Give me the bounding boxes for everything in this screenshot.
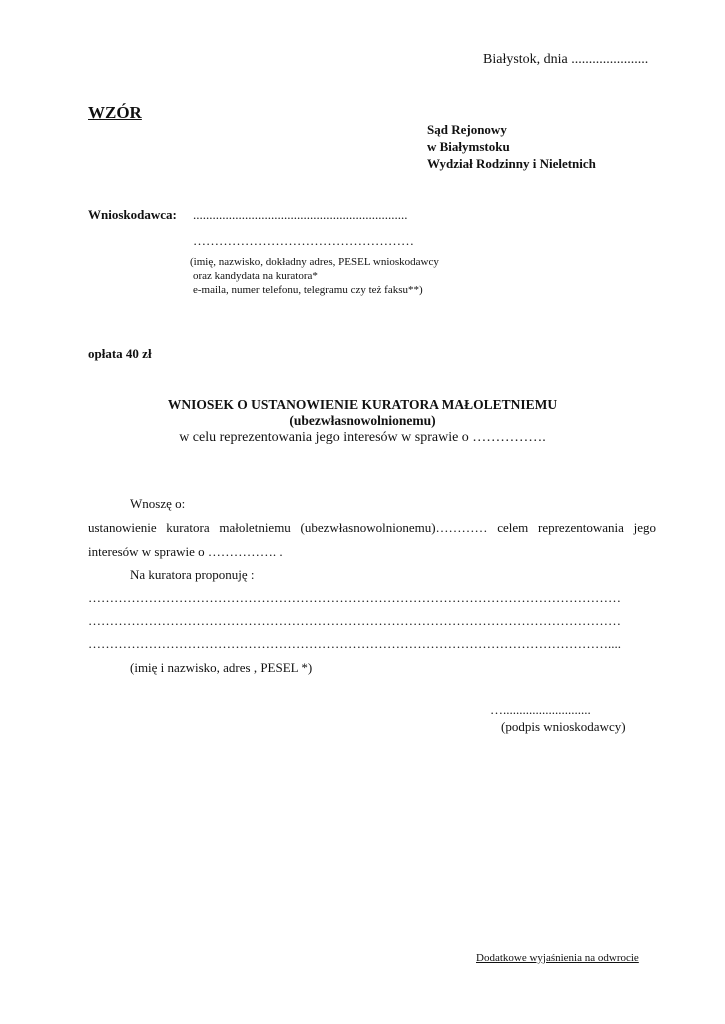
proposal-field-line-2: …………………………………………………………………………………………………………… bbox=[88, 613, 621, 628]
applicant-hint-1: (imię, nazwisko, dokładny adres, PESEL wnioskodawcy bbox=[190, 256, 439, 268]
request-intro: Wnoszę o: bbox=[130, 496, 186, 511]
proposal-field-line-3: ………………………………………………………………………………………………………….... bbox=[88, 636, 621, 651]
applicant-field-line: .................................................................. bbox=[193, 207, 408, 222]
proposal-hint: (imię i nazwisko, adres , PESEL *) bbox=[130, 660, 313, 675]
template-label: WZÓR bbox=[88, 103, 142, 122]
signature-label: (podpis wnioskodawcy) bbox=[501, 719, 626, 734]
court-department: Wydział Rodzinny i Nieletnich bbox=[427, 156, 596, 171]
footer-note: Dodatkowe wyjaśnienia na odwrocie bbox=[476, 952, 639, 964]
signature-line: …........................... bbox=[490, 702, 591, 717]
applicant-field-line-2: …………………………………………… bbox=[193, 233, 414, 248]
place-date-line: Białystok, dnia ...................... bbox=[483, 52, 649, 67]
request-text-line-1: ustanowienie kuratora małoletniemu (ubezwłasnowolnionemu)………… celem reprezentowania jego bbox=[88, 520, 656, 535]
proposal-field-line-1: …………………………………………………………………………………………………………… bbox=[88, 590, 621, 605]
applicant-label: Wnioskodawca: bbox=[88, 207, 177, 222]
applicant-hint-3: e-maila, numer telefonu, telegramu czy też faksu**) bbox=[193, 284, 423, 296]
proposal-label: Na kuratora proponuję : bbox=[130, 567, 255, 582]
court-city: w Białymstoku bbox=[427, 139, 510, 154]
applicant-hint-2: oraz kandydata na kuratora* bbox=[193, 270, 318, 282]
document-title: WNIOSEK O USTANOWIENIE KURATORA MAŁOLETNIEMU bbox=[167, 397, 558, 412]
request-text-line-2: interesów w sprawie o ……………. . bbox=[88, 544, 283, 559]
fee-amount: opłata 40 zł bbox=[88, 346, 152, 361]
document-subtitle: (ubezwłasnowolnionemu) bbox=[289, 413, 436, 428]
document-purpose: w celu reprezentowania jego interesów w sprawie o ……………. bbox=[179, 430, 546, 445]
court-name: Sąd Rejonowy bbox=[427, 122, 507, 137]
